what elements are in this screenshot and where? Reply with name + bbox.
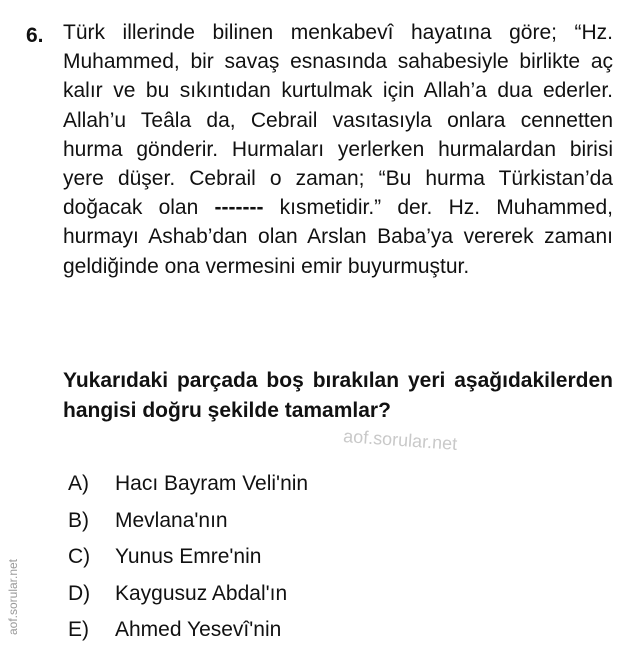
question-number: 6. xyxy=(26,24,44,47)
watermark: aof.sorular.net xyxy=(342,426,458,454)
option-c[interactable] xyxy=(68,545,308,582)
option-text: Yunus Emre'nin xyxy=(115,545,262,568)
option-letter: C) xyxy=(68,545,91,568)
option-text: Mevlana'nın xyxy=(115,508,228,532)
stem-text-after-blank: kısmetidir.” der. Hz. Muhammed, hurmayı Ashab’dan olan Arslan Baba’ya vererek zamanı geldiğinde ona vermesini emir buyurmuştur. xyxy=(63,196,613,278)
option-e[interactable] xyxy=(68,618,308,655)
option-text: Ahmed Yesevî'nin xyxy=(115,618,282,641)
option-text: Kaygusuz Abdal'ın xyxy=(115,581,288,605)
side-watermark: aof.sorular.net xyxy=(6,558,20,636)
question-prompt: Yukarıdaki parçada boş bırakılan yeri aşağıdakilerden hangisi doğru şekilde tamamlar? xyxy=(63,369,613,422)
stem-text-before-blank: Türk illerinde bilinen menkabevî hayatına göre; “Hz. Muhammed, bir savaş esnasında sahabesiyle birlikte aç kalır ve bu sıkıntıdan kurtulmak için Allah’a dua ederler. Allah’u Teâla da, Cebrail vasıtasıyla onlara cennetten hurma gönderir. Hurmaları yerlerken hurmalardan birisi yere düşer. Cebrail o zaman; “Bu hurma Türkistan’da doğacak olan xyxy=(63,21,613,220)
option-letter: B) xyxy=(68,508,89,532)
option-a[interactable] xyxy=(68,472,308,509)
answer-options xyxy=(68,472,308,655)
option-letter: A) xyxy=(68,472,89,495)
option-text: Hacı Bayram Veli'nin xyxy=(115,472,309,495)
option-b[interactable] xyxy=(68,509,308,546)
question-stem xyxy=(63,18,613,281)
blank-placeholder: ------- xyxy=(214,196,264,220)
option-d[interactable] xyxy=(68,582,308,619)
option-letter: D) xyxy=(68,581,91,605)
option-letter: E) xyxy=(68,618,89,641)
